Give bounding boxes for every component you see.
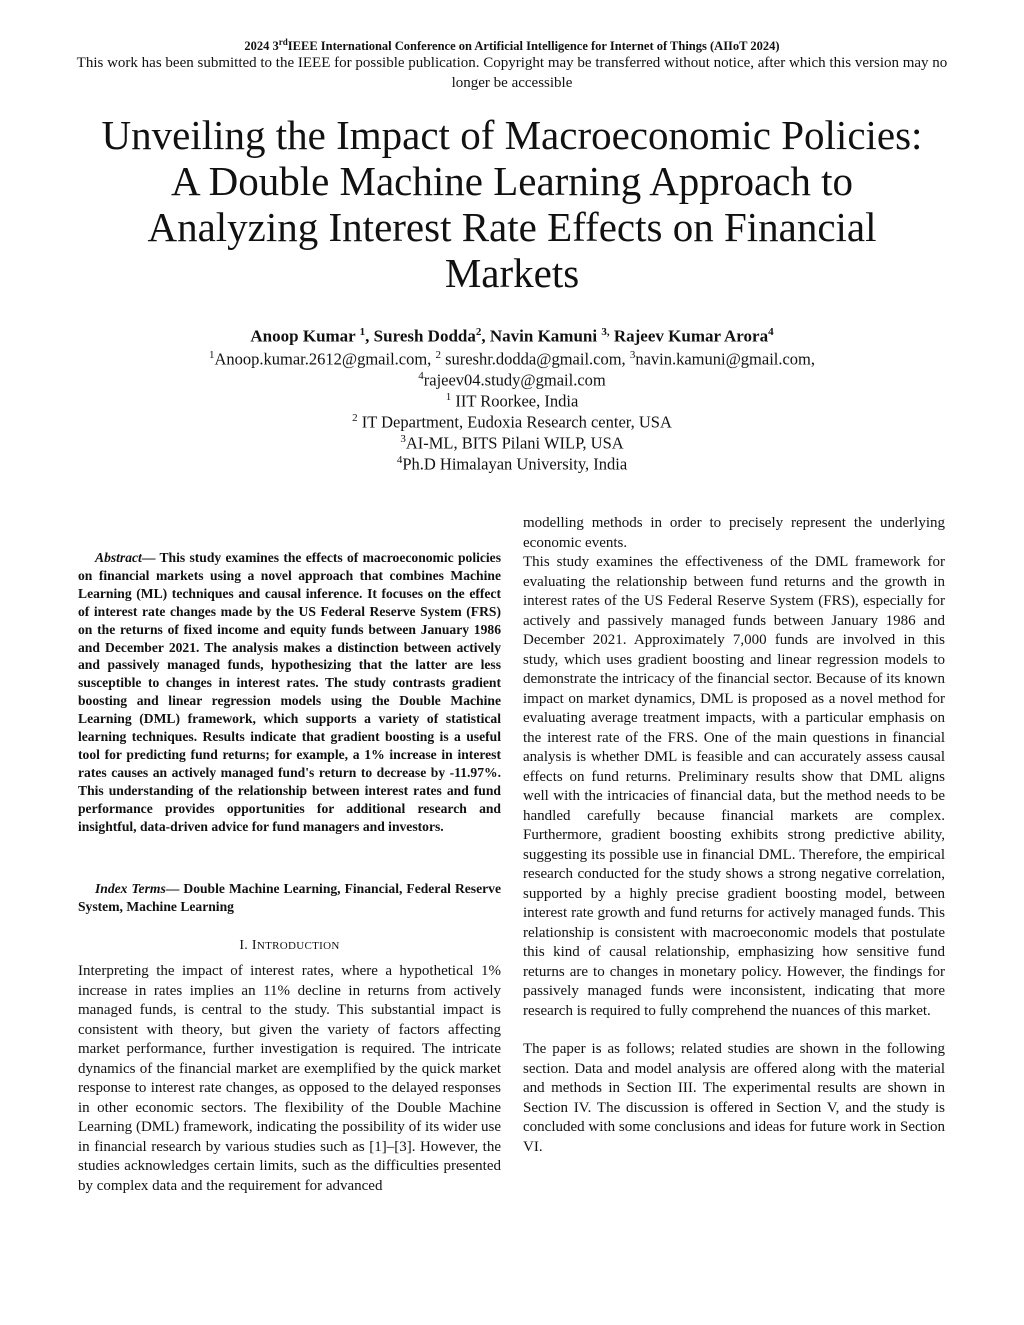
index-terms: Index Terms— Double Machine Learning, Financial, Federal Reserve System, Machine Learning [78,881,501,914]
body-paragraph: This study examines the effectiveness of the DML framework for evaluating the relationship between fund returns and the growth in interest rates of the US Federal Reserve System (FRS), especially for actively and passively managed funds between January 1986 and December 2021. Approximately 7,000 funds are involved in this study, which uses gradient boosting and linear regression models to demonstrate the intricacy of the financial sector. Because of its known impact on market dynamics, DML is proposed as a novel method for evaluating average treatment impacts, with a particular emphasis on the interest rate of the FRS. One of the main questions in financial analysis is whether DML is feasible and can accurately assess causal effects on fund returns. Preliminary results show that DML aligns well with the intricacies of financial data, but the method needs to be handled carefully because financial markets are complex. Furthermore, gradient boosting exhibits strong predictive ability, suggesting its possible use in financial DML. Therefore, the empirical research conducted for the study shows a strong negative correlation, supported by a highly precise gradient boosting model, between interest rate growth and fund returns for actively managed funds. This relationship is consistent with macroeconomic models that postulate this kind of causal relationship, emphasizing how sensitive fund returns are to changes in monetary policy. However, the findings for passively managed funds were inconsistent, indicating that more research is required to fully comprehend the nuances of this market. [523,554,945,1019]
conference-line: 2024 3rdIEEE International Conference on Artificial Intelligence for Internet of Things (AIIoT 2024) [244,37,780,54]
index-terms-text: Double Machine Learning, Financial, Federal Reserve System, Machine Learning [78,881,501,914]
submission-notice: This work has been submitted to the IEEE for possible publication. Copyright may be transferred without notice, after which this version may no longer be accessible [76,55,948,91]
paper-title: Unveiling the Impact of Macroeconomic Policies: A Double Machine Learning Approach to Analyzing Interest Rate Effects on Financial Markets [101,112,923,296]
affiliation: $^2$ IT Department, Eudoxia Research center, USA [352,412,672,432]
author-name: Navin Kamuni [489,326,602,346]
affiliation: $^4$Ph.D Himalayan University, India [396,454,628,474]
author-name: Suresh Dodda [373,326,476,346]
section-heading-introduction: I. INTRODUCTION [239,938,340,953]
introduction-column-right [523,514,945,1157]
body-paragraph: The paper is as follows; related studies are shown in the following section. Data and model analysis are offered along with the material and methods in Section III. The experimental results are shown in Section IV. The discussion is offered in Section V, and the study is concluded with some conclusions and ideas for future work in Section VI. [523,1041,945,1155]
body-paragraph: Interpreting the impact of interest rates, where a hypothetical 1% increase in rates implies an 11% decline in returns from actively managed funds, is central to the study. This substantial impact is consistent with theory, but given the variety of factors affecting market performance, further investigation is required. The intricate dynamics of the financial market are exemplified by the quick market response to interest rate changes, as opposed to the delayed responses in other economic sectors. The flexibility of the Double Machine Learning (DML) framework, indicating the possibility of its wider use in financial research by various studies such as [1]–[3]. However, the studies acknowledges certain limits, such as the difficulties presented by complex data and the requirement for advanced [78,963,501,1194]
author-emails-line-2: $^4$rajeev04.study@gmail.com [418,370,606,390]
author-emails-line-1: $^1$Anoop.kumar.2612@gmail.com, $^2$ sureshr.dodda@gmail.com, $^3$navin.kamuni@gmail.com, [208,349,816,369]
author-name: Anoop Kumar [250,326,360,346]
author-list: Anoop Kumar $^1$, Suresh Dodda$^2$, Navin Kamuni $^{3,}$ Rajeev Kumar Arora$^4$ [250,326,774,346]
body-paragraph: modelling methods in order to precisely represent the underlying economic events. [523,515,945,551]
abstract: Abstract— This study examines the effects of macroeconomic policies on financial markets using a novel approach that combines Machine Learning (ML) techniques and causal inference. It focuses on the effect of interest rate changes made by the US Federal Reserve System (FRS) on the returns of fixed income and equity funds between January 1986 and December 2021. The analysis makes a distinction between actively and passively managed funds, hypothesizing that the latter are less susceptible to changes in interest rates. The study contrasts gradient boosting and linear regression models using the Double Machine Learning (DML) framework, which supports a variety of statistical learning techniques. Results indicate that gradient boosting is a useful tool for predicting fund returns; for example, a 1% increase in interest rates causes an actively managed fund's return to decrease by -11.97%. This understanding of the relationship between interest rates and fund performance provides opportunities for additional research and insightful, data-driven advice for fund managers and investors. [78,550,502,834]
author-name: Rajeev Kumar Arora [613,326,769,346]
abstract-text: This study examines the effects of macroeconomic policies on financial markets using a novel approach that combines Machine Learning (ML) techniques and causal inference. It focuses on the effect of interest rate changes made by the US Federal Reserve System (FRS) on the returns of fixed income and equity funds between January 1986 and December 2021. The analysis makes a distinction between actively and passively managed funds, hypothesizing that the latter are less susceptible to changes in interest rates. The study contrasts gradient boosting and linear regression models using the Double Machine Learning (DML) framework, which supports a variety of statistical learning techniques. Results indicate that gradient boosting is a useful tool for predicting fund returns; for example, a 1% increase in interest rates causes an actively managed fund's return to decrease by -11.97%. This understanding of the relationship between interest rates and fund performance provides opportunities for additional research and insightful, data-driven advice for fund managers and investors. [78,550,502,834]
affiliation: $^1$ IIT Roorkee, India [445,391,579,411]
index-terms-label: Index Terms [95,881,166,896]
affiliation: $^3$AI-ML, BITS Pilani WILP, USA [400,433,624,453]
abstract-label: Abstract [95,550,142,565]
introduction-column-left [78,962,501,1196]
